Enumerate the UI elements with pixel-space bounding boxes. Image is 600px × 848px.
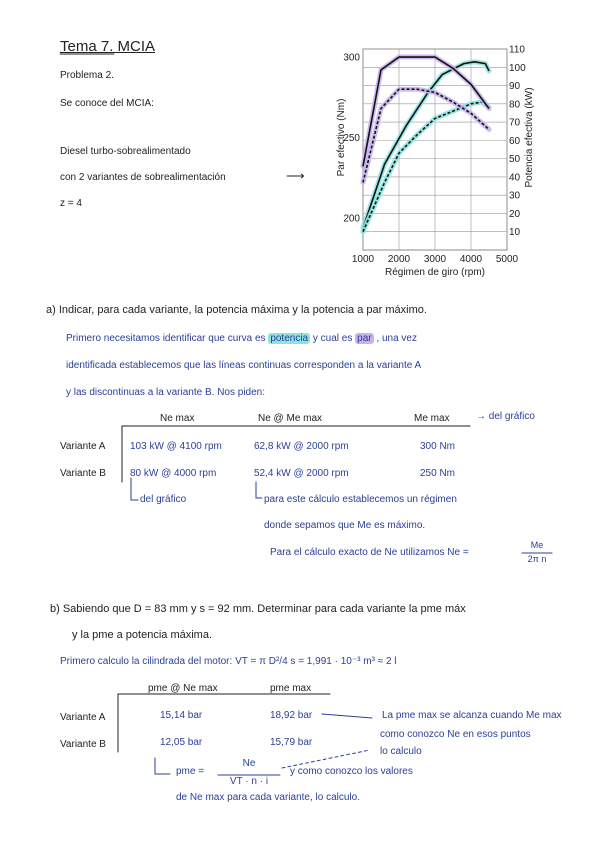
row-b-a-c1: 15,14 bar bbox=[160, 710, 203, 721]
row-b-c1: 80 kW @ 4000 rpm bbox=[130, 468, 217, 479]
right-tick-label: 30 bbox=[509, 190, 521, 202]
right-tick-label: 10 bbox=[509, 227, 521, 239]
question-b-line2: y la pme a potencia máxima. bbox=[72, 629, 213, 641]
variants-text: con 2 variantes de sobrealimentación bbox=[60, 172, 226, 183]
row-b-b-c1: 12,05 bar bbox=[160, 737, 203, 748]
highlight-potencia: potencia bbox=[270, 333, 309, 344]
left-tick-label: 300 bbox=[343, 52, 360, 64]
question-b-line1: b) Sabiendo que D = 83 mm y s = 92 mm. Determinar para cada variante la pme máx bbox=[50, 603, 466, 615]
displacement-calc: Primero calculo la cilindrada del motor: VT = π D²/4 s = 1,991 · 10⁻³ m³ ≈ 2 l bbox=[60, 656, 397, 667]
note-from-graph-right: → del gráfico bbox=[476, 411, 535, 422]
row-a-label: Variante A bbox=[60, 441, 106, 452]
row-b-b-label: Variante B bbox=[60, 739, 106, 750]
note-formula-num: Me bbox=[530, 540, 544, 550]
note-regime-2: donde sepamos que Me es máximo. bbox=[264, 520, 426, 531]
arrow-right-icon: ⟶ bbox=[286, 168, 305, 183]
x-axis-label: Régimen de giro (rpm) bbox=[384, 267, 486, 278]
left-tick-label: 250 bbox=[343, 132, 360, 144]
row-b-a-label: Variante A bbox=[60, 712, 106, 723]
right-tick-label: 90 bbox=[509, 81, 521, 93]
x-tick-label: 4000 bbox=[459, 254, 483, 265]
para-a1: Primero necesitamos identificar que curva es potencia y cual es par , una vez bbox=[66, 333, 417, 344]
note-b-1: La pme max se alcanza cuando Me max bbox=[382, 710, 562, 721]
formula-pme-den: VT · n · i bbox=[229, 776, 269, 787]
right-tick-label: 100 bbox=[509, 62, 526, 74]
right-tick-label: 50 bbox=[509, 154, 521, 166]
right-tick-label: 110 bbox=[509, 44, 525, 56]
x-tick-label: 2000 bbox=[387, 254, 411, 265]
formula-pme-lhs: pme = bbox=[176, 766, 205, 777]
note-from-graph-left: del gráfico bbox=[140, 494, 187, 505]
right-tick-label: 20 bbox=[509, 208, 521, 220]
left-axis-label: Par efectivo (Nm) bbox=[336, 98, 347, 177]
right-tick-label: 80 bbox=[509, 99, 521, 111]
col-ne-max: Ne max bbox=[160, 413, 195, 424]
row-a-c2: 62,8 kW @ 2000 rpm bbox=[254, 441, 349, 452]
right-axis-label: Potencia efectiva (kW) bbox=[524, 87, 535, 188]
col-pme-max: pme max bbox=[270, 683, 312, 694]
col-me-max: Me max bbox=[414, 413, 450, 424]
right-tick-label: 60 bbox=[509, 135, 521, 147]
question-a: a) Indicar, para cada variante, la potencia máxima y la potencia a par máximo. bbox=[46, 304, 427, 316]
row-a-c3: 300 Nm bbox=[420, 441, 456, 452]
row-b-c2: 52,4 kW @ 2000 rpm bbox=[254, 468, 349, 479]
col-ne-at-me-max: Ne @ Me max bbox=[258, 413, 323, 424]
note-b-2: como conozco Ne en esos puntos bbox=[380, 729, 531, 740]
row-b-c3: 250 Nm bbox=[420, 468, 456, 479]
note-regime-1: para este cálculo establecemos un régimen bbox=[264, 494, 457, 505]
left-tick-label: 200 bbox=[343, 213, 360, 225]
cylinders-text: z = 4 bbox=[60, 198, 82, 209]
highlight-par: par bbox=[357, 333, 372, 344]
formula-tail: y como conozco los valores bbox=[290, 766, 413, 777]
intro-text: Se conoce del MCIA: bbox=[60, 98, 154, 109]
para-a2: identificada establecemos que las líneas continuas corresponden a la variante A bbox=[66, 360, 422, 371]
x-tick-label: 1000 bbox=[351, 254, 375, 265]
problem-number: Problema 2. bbox=[60, 70, 114, 81]
right-tick-label: 70 bbox=[509, 117, 521, 129]
x-tick-label: 3000 bbox=[423, 254, 447, 265]
note-formula-text: Para el cálculo exacto de Ne utilizamos Ne = bbox=[270, 547, 469, 558]
para-a3: y las discontinuas a la variante B. Nos piden: bbox=[66, 387, 265, 398]
note-formula-den: 2π n bbox=[527, 554, 547, 564]
row-a-c1: 103 kW @ 4100 rpm bbox=[130, 441, 222, 452]
row-b-b-c2: 15,79 bar bbox=[270, 737, 313, 748]
row-b-label: Variante B bbox=[60, 468, 106, 479]
col-pme-at-ne-max: pme @ Ne max bbox=[148, 683, 218, 694]
x-tick-label: 5000 bbox=[495, 254, 519, 265]
formula-pme-num: Ne bbox=[242, 758, 256, 769]
formula-last: de Ne max para cada variante, lo calculo. bbox=[176, 792, 360, 803]
row-b-a-c2: 18,92 bar bbox=[270, 710, 313, 721]
note-b-3: lo calculo bbox=[380, 746, 422, 757]
page-title: Tema 7. MCIA bbox=[60, 38, 156, 55]
engine-type: Diesel turbo-sobrealimentado bbox=[60, 146, 191, 157]
right-tick-label: 40 bbox=[509, 172, 521, 184]
